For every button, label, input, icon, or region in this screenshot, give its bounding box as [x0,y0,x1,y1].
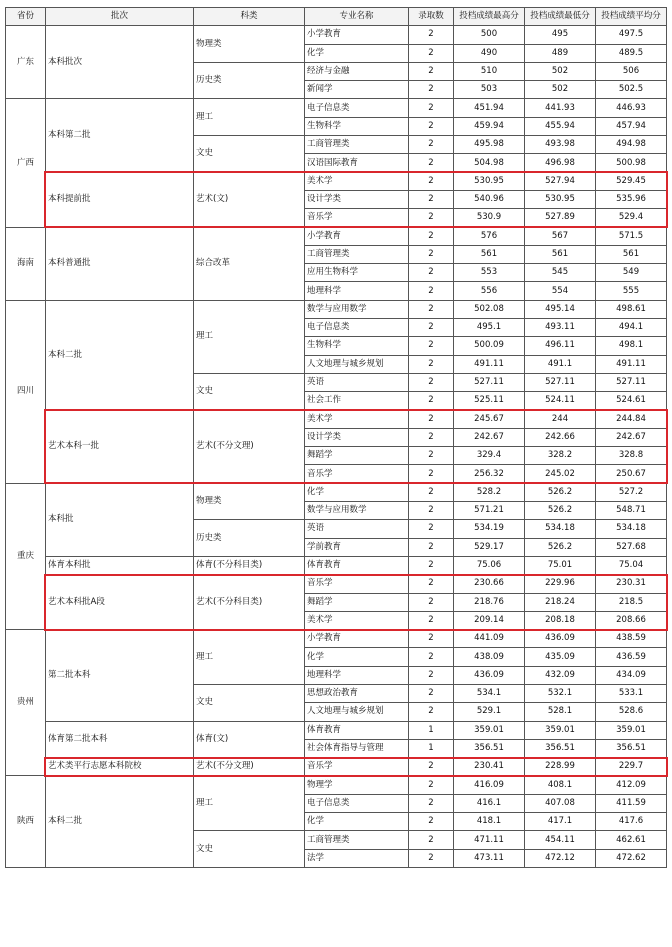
table-row [6,776,667,794]
avg-score-cell: 561 [596,245,667,263]
category-cell: 综合改革 [194,227,305,300]
min-score-cell: 502 [525,81,596,99]
major-cell: 音乐学 [305,465,409,483]
table-row [6,26,667,44]
category-cell: 理工 [194,776,305,831]
major-cell: 物理学 [305,776,409,794]
max-score-cell: 230.41 [454,758,525,776]
min-score-cell: 496.11 [525,337,596,355]
min-score-cell: 528.1 [525,703,596,721]
table-row [6,758,667,776]
avg-score-cell: 230.31 [596,575,667,593]
avg-score-cell: 359.01 [596,721,667,739]
avg-score-cell: 527.11 [596,373,667,391]
admitted-cell: 2 [409,794,454,812]
admitted-cell: 2 [409,813,454,831]
min-score-cell: 244 [525,410,596,428]
avg-score-cell: 250.67 [596,465,667,483]
batch-cell: 艺术类平行志愿本科院校 [46,758,194,776]
avg-score-cell: 529.4 [596,209,667,227]
avg-score-cell: 491.11 [596,355,667,373]
avg-score-cell: 497.5 [596,26,667,44]
table-row [6,630,667,648]
min-score-cell: 530.95 [525,190,596,208]
min-score-cell: 493.11 [525,319,596,337]
category-cell: 物理类 [194,26,305,63]
major-cell: 人文地理与城乡规划 [305,355,409,373]
major-cell: 化学 [305,813,409,831]
max-score-cell: 561 [454,245,525,263]
batch-cell: 本科二批 [46,776,194,867]
admitted-cell: 1 [409,739,454,757]
min-score-cell: 472.12 [525,849,596,867]
category-cell: 体育(不分科目类) [194,556,305,574]
batch-cell: 本科第二批 [46,99,194,172]
header-province: 省份 [6,8,46,26]
avg-score-cell: 506 [596,62,667,80]
avg-score-cell: 75.04 [596,556,667,574]
admission-score-sheet [5,7,667,868]
avg-score-cell: 527.2 [596,483,667,501]
min-score-cell: 496.98 [525,154,596,172]
batch-cell: 本科二批 [46,300,194,410]
min-score-cell: 526.2 [525,538,596,556]
admitted-cell: 2 [409,776,454,794]
category-cell: 理工 [194,300,305,373]
province-cell: 广西 [6,99,46,227]
admitted-cell: 2 [409,319,454,337]
max-score-cell: 525.11 [454,392,525,410]
admitted-cell: 2 [409,282,454,300]
admitted-cell: 2 [409,172,454,190]
admitted-cell: 2 [409,556,454,574]
avg-score-cell: 472.62 [596,849,667,867]
max-score-cell: 540.96 [454,190,525,208]
avg-score-cell: 411.59 [596,794,667,812]
major-cell: 新闻学 [305,81,409,99]
major-cell: 小学教育 [305,26,409,44]
table-row [6,300,667,318]
header-max-score: 投档成绩最高分 [454,8,525,26]
table-row [6,575,667,593]
major-cell: 地理科学 [305,282,409,300]
max-score-cell: 553 [454,264,525,282]
max-score-cell: 230.66 [454,575,525,593]
max-score-cell: 256.32 [454,465,525,483]
major-cell: 化学 [305,648,409,666]
max-score-cell: 571.21 [454,502,525,520]
admitted-cell: 2 [409,831,454,849]
min-score-cell: 495 [525,26,596,44]
major-cell: 设计学类 [305,190,409,208]
major-cell: 地理科学 [305,666,409,684]
admitted-cell: 2 [409,666,454,684]
min-score-cell: 417.1 [525,813,596,831]
header-admitted: 录取数 [409,8,454,26]
min-score-cell: 328.2 [525,447,596,465]
admitted-cell: 2 [409,136,454,154]
max-score-cell: 556 [454,282,525,300]
max-score-cell: 356.51 [454,739,525,757]
major-cell: 应用生物科学 [305,264,409,282]
table-row [6,483,667,501]
max-score-cell: 218.76 [454,593,525,611]
min-score-cell: 534.18 [525,520,596,538]
category-cell: 文史 [194,136,305,173]
batch-cell: 第二批本科 [46,630,194,721]
major-cell: 音乐学 [305,209,409,227]
category-cell: 艺术(不分文理) [194,758,305,776]
category-cell: 文史 [194,684,305,721]
major-cell: 电子信息类 [305,319,409,337]
category-cell: 体育(文) [194,721,305,758]
avg-score-cell: 498.1 [596,337,667,355]
avg-score-cell: 446.93 [596,99,667,117]
min-score-cell: 567 [525,227,596,245]
min-score-cell: 532.1 [525,684,596,702]
admitted-cell: 2 [409,447,454,465]
admitted-cell: 2 [409,428,454,446]
min-score-cell: 208.18 [525,611,596,629]
min-score-cell: 432.09 [525,666,596,684]
max-score-cell: 359.01 [454,721,525,739]
avg-score-cell: 328.8 [596,447,667,465]
min-score-cell: 561 [525,245,596,263]
avg-score-cell: 548.71 [596,502,667,520]
min-score-cell: 245.02 [525,465,596,483]
admitted-cell: 2 [409,62,454,80]
avg-score-cell: 500.98 [596,154,667,172]
major-cell: 数学与应用数学 [305,502,409,520]
major-cell: 化学 [305,44,409,62]
major-cell: 社会体育指导与管理 [305,739,409,757]
max-score-cell: 75.06 [454,556,525,574]
admitted-cell: 2 [409,392,454,410]
province-cell: 四川 [6,300,46,483]
admitted-cell: 2 [409,483,454,501]
table-row [6,99,667,117]
table-row [6,721,667,739]
avg-score-cell: 436.59 [596,648,667,666]
min-score-cell: 228.99 [525,758,596,776]
major-cell: 舞蹈学 [305,447,409,465]
major-cell: 小学教育 [305,630,409,648]
admitted-cell: 2 [409,849,454,867]
major-cell: 生物科学 [305,117,409,135]
avg-score-cell: 457.94 [596,117,667,135]
min-score-cell: 229.96 [525,575,596,593]
header-category: 科类 [194,8,305,26]
major-cell: 美术学 [305,410,409,428]
max-score-cell: 495.1 [454,319,525,337]
major-cell: 体育教育 [305,721,409,739]
avg-score-cell: 549 [596,264,667,282]
avg-score-cell: 244.84 [596,410,667,428]
max-score-cell: 441.09 [454,630,525,648]
header-row [6,8,667,26]
province-cell: 贵州 [6,630,46,776]
admitted-cell: 2 [409,373,454,391]
avg-score-cell: 242.67 [596,428,667,446]
min-score-cell: 495.14 [525,300,596,318]
max-score-cell: 418.1 [454,813,525,831]
admitted-cell: 2 [409,593,454,611]
category-cell: 文史 [194,373,305,410]
major-cell: 音乐学 [305,758,409,776]
min-score-cell: 526.2 [525,502,596,520]
max-score-cell: 438.09 [454,648,525,666]
category-cell: 历史类 [194,62,305,99]
admitted-cell: 2 [409,355,454,373]
admitted-cell: 2 [409,684,454,702]
min-score-cell: 545 [525,264,596,282]
max-score-cell: 245.67 [454,410,525,428]
major-cell: 英语 [305,520,409,538]
category-cell: 艺术(文) [194,172,305,227]
score-table [5,7,667,868]
province-cell: 陕西 [6,776,46,867]
avg-score-cell: 412.09 [596,776,667,794]
admitted-cell: 2 [409,630,454,648]
table-row [6,556,667,574]
min-score-cell: 527.89 [525,209,596,227]
admitted-cell: 2 [409,227,454,245]
province-cell: 海南 [6,227,46,300]
min-score-cell: 554 [525,282,596,300]
major-cell: 汉语国际教育 [305,154,409,172]
admitted-cell: 1 [409,721,454,739]
avg-score-cell: 494.98 [596,136,667,154]
category-cell: 物理类 [194,483,305,520]
max-score-cell: 209.14 [454,611,525,629]
batch-cell: 本科普通批 [46,227,194,300]
max-score-cell: 534.1 [454,684,525,702]
major-cell: 社会工作 [305,392,409,410]
major-cell: 数学与应用数学 [305,300,409,318]
max-score-cell: 491.11 [454,355,525,373]
major-cell: 音乐学 [305,575,409,593]
min-score-cell: 75.01 [525,556,596,574]
admitted-cell: 2 [409,264,454,282]
max-score-cell: 459.94 [454,117,525,135]
batch-cell: 体育本科批 [46,556,194,574]
avg-score-cell: 533.1 [596,684,667,702]
admitted-cell: 2 [409,117,454,135]
admitted-cell: 2 [409,758,454,776]
max-score-cell: 529.1 [454,703,525,721]
avg-score-cell: 438.59 [596,630,667,648]
max-score-cell: 495.98 [454,136,525,154]
min-score-cell: 242.66 [525,428,596,446]
major-cell: 设计学类 [305,428,409,446]
table-row [6,410,667,428]
avg-score-cell: 218.5 [596,593,667,611]
max-score-cell: 530.9 [454,209,525,227]
admitted-cell: 2 [409,99,454,117]
max-score-cell: 416.09 [454,776,525,794]
max-score-cell: 242.67 [454,428,525,446]
major-cell: 人文地理与城乡规划 [305,703,409,721]
max-score-cell: 451.94 [454,99,525,117]
avg-score-cell: 494.1 [596,319,667,337]
admitted-cell: 2 [409,44,454,62]
min-score-cell: 436.09 [525,630,596,648]
max-score-cell: 530.95 [454,172,525,190]
max-score-cell: 528.2 [454,483,525,501]
admitted-cell: 2 [409,520,454,538]
avg-score-cell: 229.7 [596,758,667,776]
avg-score-cell: 502.5 [596,81,667,99]
major-cell: 美术学 [305,611,409,629]
major-cell: 美术学 [305,172,409,190]
batch-cell: 本科提前批 [46,172,194,227]
min-score-cell: 526.2 [525,483,596,501]
major-cell: 舞蹈学 [305,593,409,611]
header-batch: 批次 [46,8,194,26]
max-score-cell: 529.17 [454,538,525,556]
avg-score-cell: 489.5 [596,44,667,62]
min-score-cell: 359.01 [525,721,596,739]
major-cell: 法学 [305,849,409,867]
admitted-cell: 2 [409,26,454,44]
avg-score-cell: 529.45 [596,172,667,190]
batch-cell: 艺术本科一批 [46,410,194,483]
table-row [6,172,667,190]
avg-score-cell: 417.6 [596,813,667,831]
admitted-cell: 2 [409,648,454,666]
category-cell: 艺术(不分文理) [194,410,305,483]
admitted-cell: 2 [409,245,454,263]
min-score-cell: 493.98 [525,136,596,154]
major-cell: 化学 [305,483,409,501]
min-score-cell: 502 [525,62,596,80]
avg-score-cell: 498.61 [596,300,667,318]
admitted-cell: 2 [409,337,454,355]
max-score-cell: 502.08 [454,300,525,318]
table-row [6,227,667,245]
min-score-cell: 441.93 [525,99,596,117]
max-score-cell: 503 [454,81,525,99]
avg-score-cell: 356.51 [596,739,667,757]
major-cell: 体育教育 [305,556,409,574]
admitted-cell: 2 [409,81,454,99]
major-cell: 英语 [305,373,409,391]
province-cell: 广东 [6,26,46,99]
batch-cell: 本科批次 [46,26,194,99]
avg-score-cell: 528.6 [596,703,667,721]
min-score-cell: 435.09 [525,648,596,666]
avg-score-cell: 527.68 [596,538,667,556]
avg-score-cell: 462.61 [596,831,667,849]
max-score-cell: 534.19 [454,520,525,538]
avg-score-cell: 535.96 [596,190,667,208]
major-cell: 小学教育 [305,227,409,245]
max-score-cell: 510 [454,62,525,80]
admitted-cell: 2 [409,575,454,593]
header-major: 专业名称 [305,8,409,26]
table-body [6,26,667,868]
min-score-cell: 489 [525,44,596,62]
admitted-cell: 2 [409,538,454,556]
category-cell: 文史 [194,831,305,868]
avg-score-cell: 524.61 [596,392,667,410]
batch-cell: 艺术本科批A段 [46,575,194,630]
category-cell: 理工 [194,99,305,136]
admitted-cell: 2 [409,410,454,428]
major-cell: 工商管理类 [305,831,409,849]
province-cell: 重庆 [6,483,46,629]
max-score-cell: 527.11 [454,373,525,391]
category-cell: 理工 [194,630,305,685]
min-score-cell: 218.24 [525,593,596,611]
avg-score-cell: 571.5 [596,227,667,245]
min-score-cell: 407.08 [525,794,596,812]
admitted-cell: 2 [409,703,454,721]
max-score-cell: 329.4 [454,447,525,465]
category-cell: 艺术(不分科目类) [194,575,305,630]
admitted-cell: 2 [409,154,454,172]
avg-score-cell: 555 [596,282,667,300]
major-cell: 电子信息类 [305,99,409,117]
max-score-cell: 576 [454,227,525,245]
major-cell: 思想政治教育 [305,684,409,702]
admitted-cell: 2 [409,465,454,483]
admitted-cell: 2 [409,190,454,208]
avg-score-cell: 208.66 [596,611,667,629]
admitted-cell: 2 [409,502,454,520]
admitted-cell: 2 [409,300,454,318]
min-score-cell: 491.1 [525,355,596,373]
major-cell: 工商管理类 [305,245,409,263]
max-score-cell: 490 [454,44,525,62]
min-score-cell: 455.94 [525,117,596,135]
min-score-cell: 527.94 [525,172,596,190]
category-cell: 历史类 [194,520,305,557]
min-score-cell: 524.11 [525,392,596,410]
min-score-cell: 527.11 [525,373,596,391]
admitted-cell: 2 [409,209,454,227]
max-score-cell: 436.09 [454,666,525,684]
header-avg-score: 投档成绩平均分 [596,8,667,26]
major-cell: 电子信息类 [305,794,409,812]
max-score-cell: 473.11 [454,849,525,867]
avg-score-cell: 434.09 [596,666,667,684]
min-score-cell: 408.1 [525,776,596,794]
max-score-cell: 500.09 [454,337,525,355]
avg-score-cell: 534.18 [596,520,667,538]
max-score-cell: 416.1 [454,794,525,812]
max-score-cell: 504.98 [454,154,525,172]
min-score-cell: 454.11 [525,831,596,849]
major-cell: 生物科学 [305,337,409,355]
batch-cell: 本科批 [46,483,194,556]
major-cell: 经济与金融 [305,62,409,80]
major-cell: 学前教育 [305,538,409,556]
batch-cell: 体育第二批本科 [46,721,194,758]
major-cell: 工商管理类 [305,136,409,154]
max-score-cell: 500 [454,26,525,44]
max-score-cell: 471.11 [454,831,525,849]
admitted-cell: 2 [409,611,454,629]
min-score-cell: 356.51 [525,739,596,757]
header-min-score: 投档成绩最低分 [525,8,596,26]
